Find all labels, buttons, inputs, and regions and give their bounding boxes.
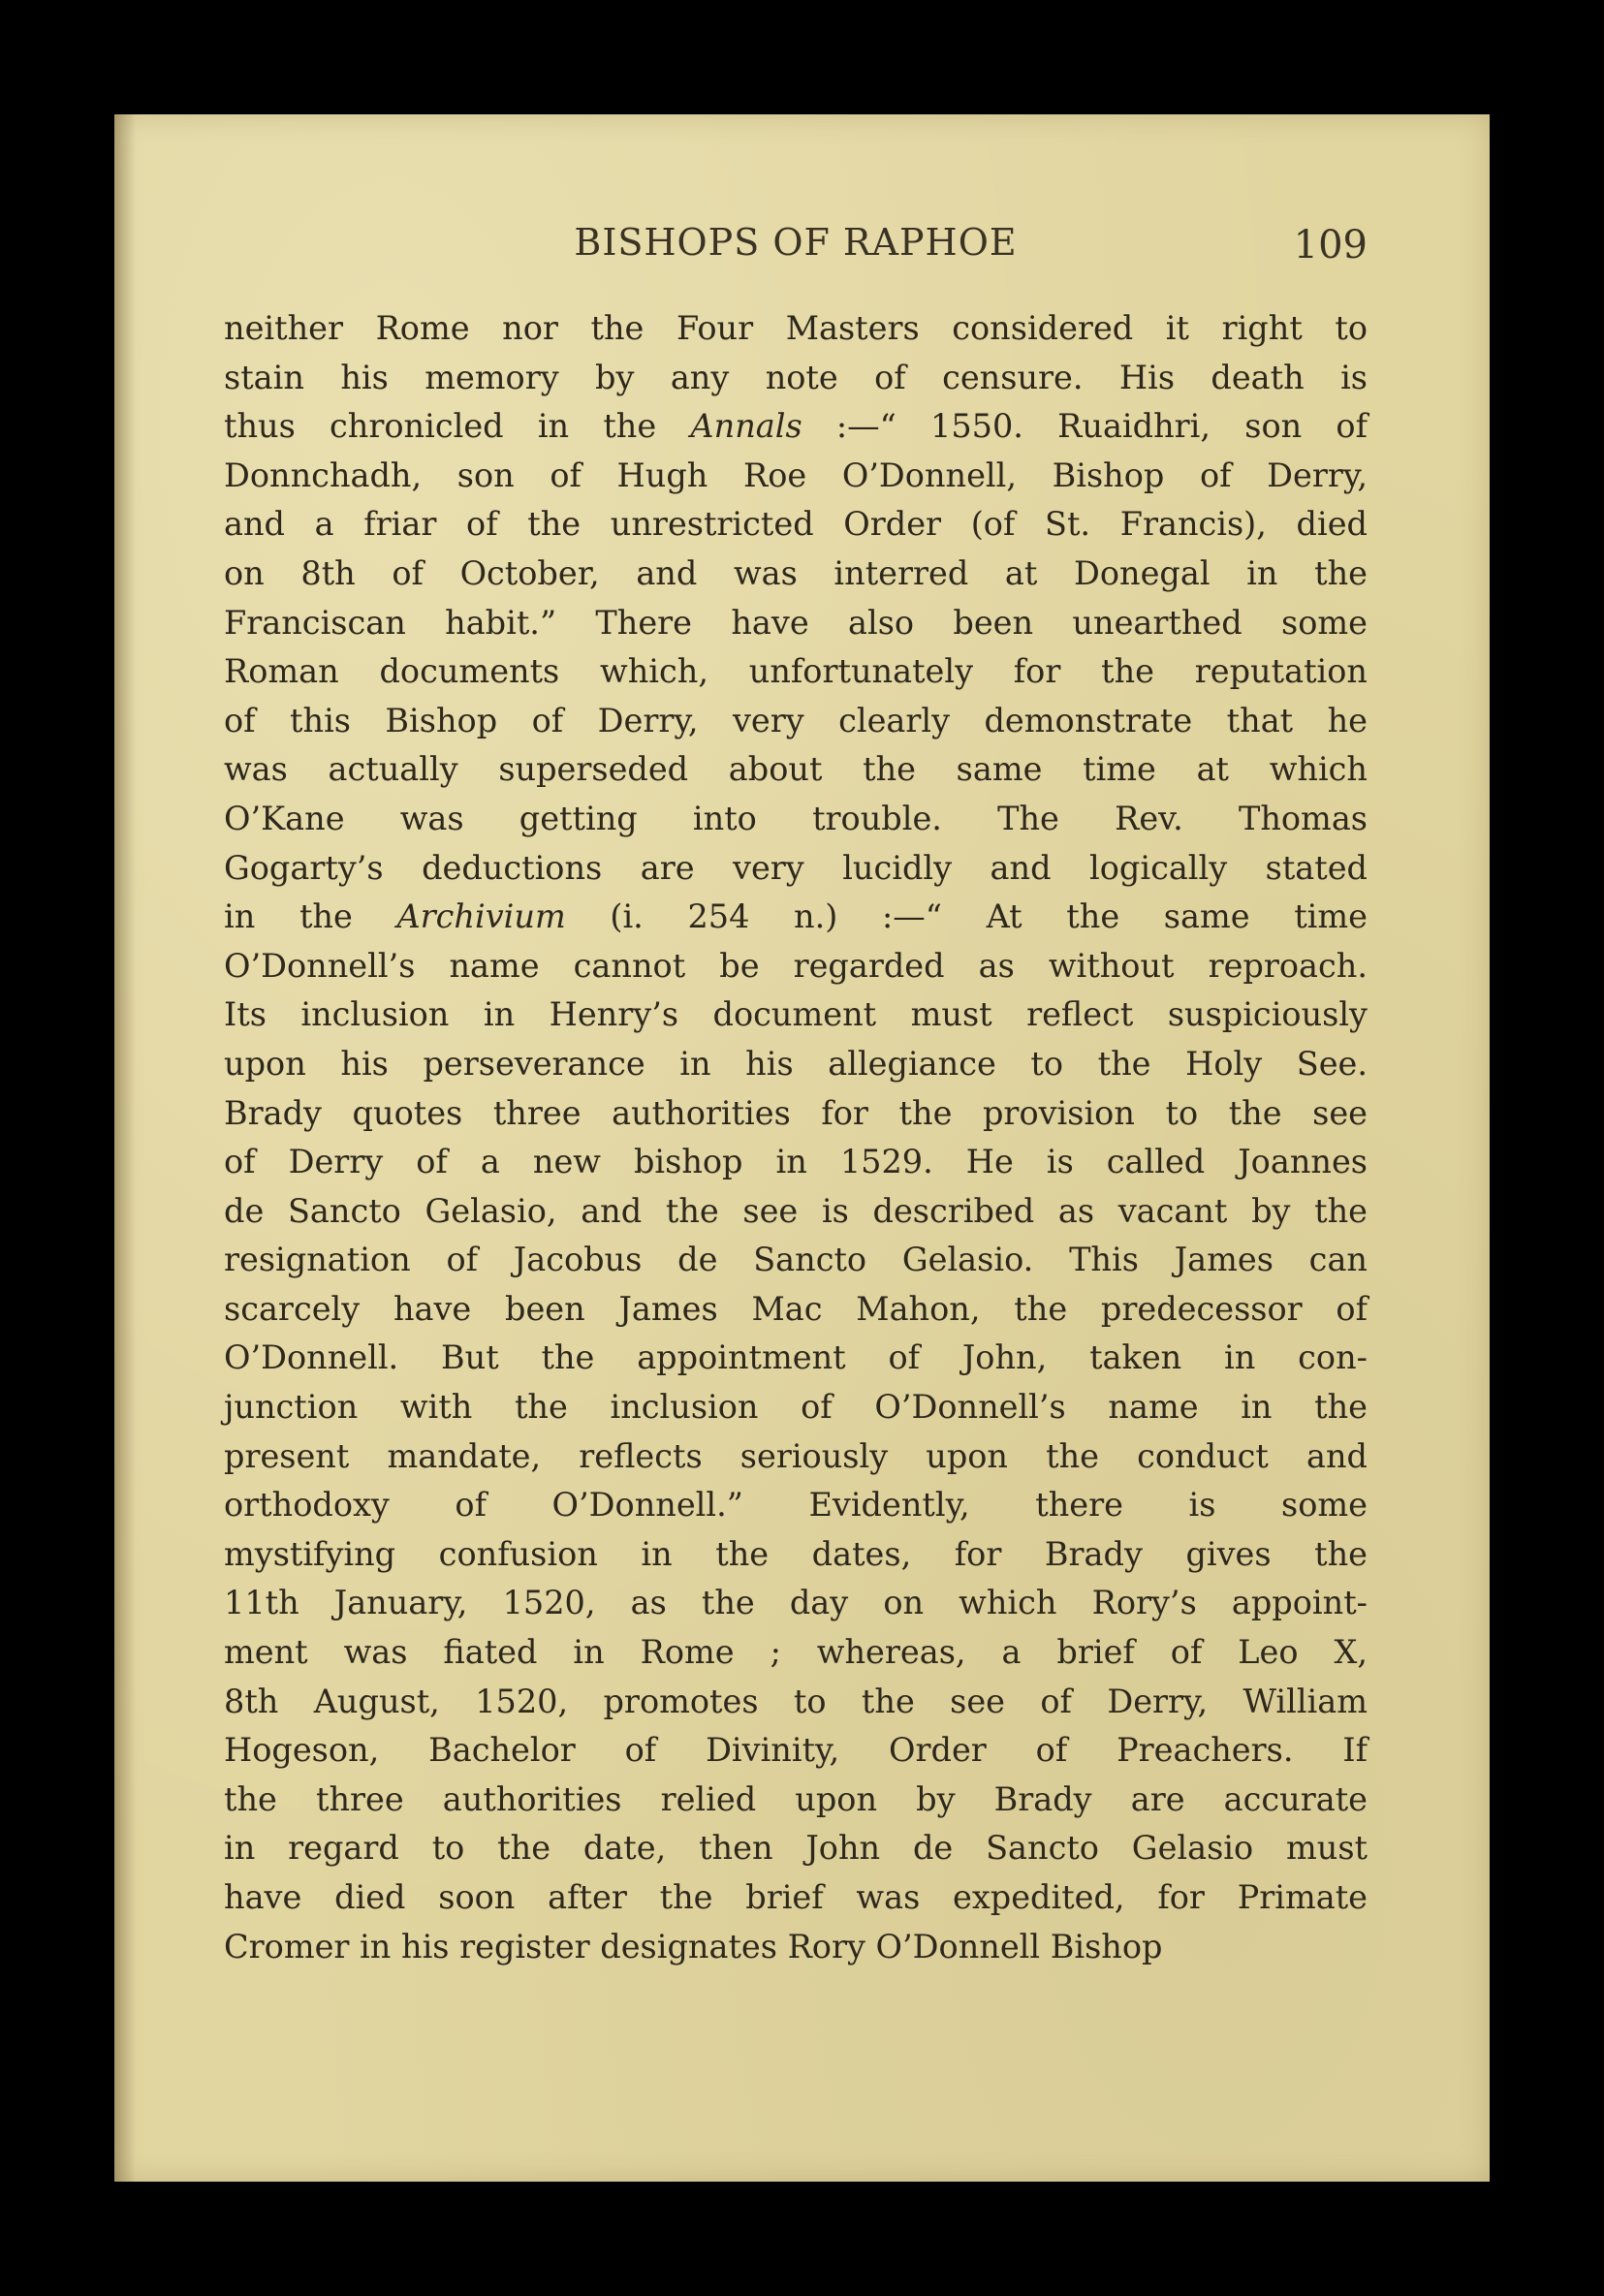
text-line: orthodoxy of O’Donnell.” Evidently, there is some <box>224 1486 1368 1525</box>
text-line: 8th August, 1520, promotes to the see of Derry, William <box>224 1682 1368 1720</box>
gutter-shadow <box>114 114 136 2182</box>
text-line: Franciscan habit.” There have also been unearthed some <box>224 603 1368 642</box>
text-line: was actually superseded about the same time at which <box>224 750 1368 789</box>
text-line: present mandate, reflects seriously upon the conduct and <box>224 1436 1368 1475</box>
text-line: ment was fiated in Rome ; whereas, a brief of Leo X, <box>224 1633 1368 1672</box>
text-line: mystifying confusion in the dates, for Brady gives the <box>224 1534 1368 1573</box>
text-line: de Sancto Gelasio, and the see is described as vacant by the <box>224 1191 1368 1230</box>
text-line: in regard to the date, then John de Sancto Gelasio must <box>224 1829 1368 1868</box>
text-line: O’Donnell. But the appointment of John, taken in con- <box>224 1338 1368 1377</box>
text-line: O’Donnell’s name cannot be regarded as without reproach. <box>224 946 1368 985</box>
text-line: upon his perseverance in his allegiance to the Holy See. <box>224 1044 1368 1083</box>
running-title: BISHOPS OF RAPHOE <box>574 221 1018 264</box>
text-line: O’Kane was getting into trouble. The Rev. Thomas <box>224 799 1368 837</box>
italic-title: Archivium <box>396 897 566 936</box>
text-line: junction with the inclusion of O’Donnell’s name in the <box>224 1388 1368 1427</box>
italic-title: Annals <box>690 407 802 446</box>
text-line: Its inclusion in Henry’s document must reflect suspiciously <box>224 995 1368 1034</box>
running-header <box>224 221 1368 289</box>
text-line: the three authorities relied upon by Brady are accurate <box>224 1779 1368 1818</box>
text-line: have died soon after the brief was expedited, for Primate <box>224 1878 1368 1916</box>
book-page <box>114 114 1490 2182</box>
text-line: in the Archivium (i. 254 n.) :—“ At the same time <box>224 897 1368 936</box>
text-line: 11th January, 1520, as the day on which Rory’s appoint- <box>224 1584 1368 1622</box>
text-line: stain his memory by any note of censure. His death is <box>224 358 1368 396</box>
text-line: Roman documents which, unfortunately for the reputation <box>224 652 1368 691</box>
text-line: Cromer in his register designates Rory O’Donnell Bishop <box>224 1927 1163 1966</box>
text-line: and a friar of the unrestricted Order (of St. Francis), died <box>224 505 1368 544</box>
body-text <box>224 304 1368 1971</box>
text-line: Donnchadh, son of Hugh Roe O’Donnell, Bishop of Derry, <box>224 456 1368 494</box>
text-line: scarcely have been James Mac Mahon, the predecessor of <box>224 1289 1368 1328</box>
text-line: of Derry of a new bishop in 1529. He is called Joannes <box>224 1143 1368 1181</box>
text-line: Hogeson, Bachelor of Divinity, Order of Preachers. If <box>224 1731 1368 1770</box>
page-number: 109 <box>1293 223 1368 267</box>
text-line: of this Bishop of Derry, very clearly demonstrate that he <box>224 701 1368 739</box>
text-line: resignation of Jacobus de Sancto Gelasio. This James can <box>224 1241 1368 1279</box>
text-line: thus chronicled in the Annals :—“ 1550. Ruaidhri, son of <box>224 407 1368 446</box>
text-line: Gogarty’s deductions are very lucidly and logically stated <box>224 848 1368 887</box>
text-line: Brady quotes three authorities for the provision to the see <box>224 1093 1368 1132</box>
text-line: on 8th of October, and was interred at Donegal in the <box>224 553 1368 592</box>
text-line: neither Rome nor the Four Masters considered it right to <box>224 309 1368 347</box>
